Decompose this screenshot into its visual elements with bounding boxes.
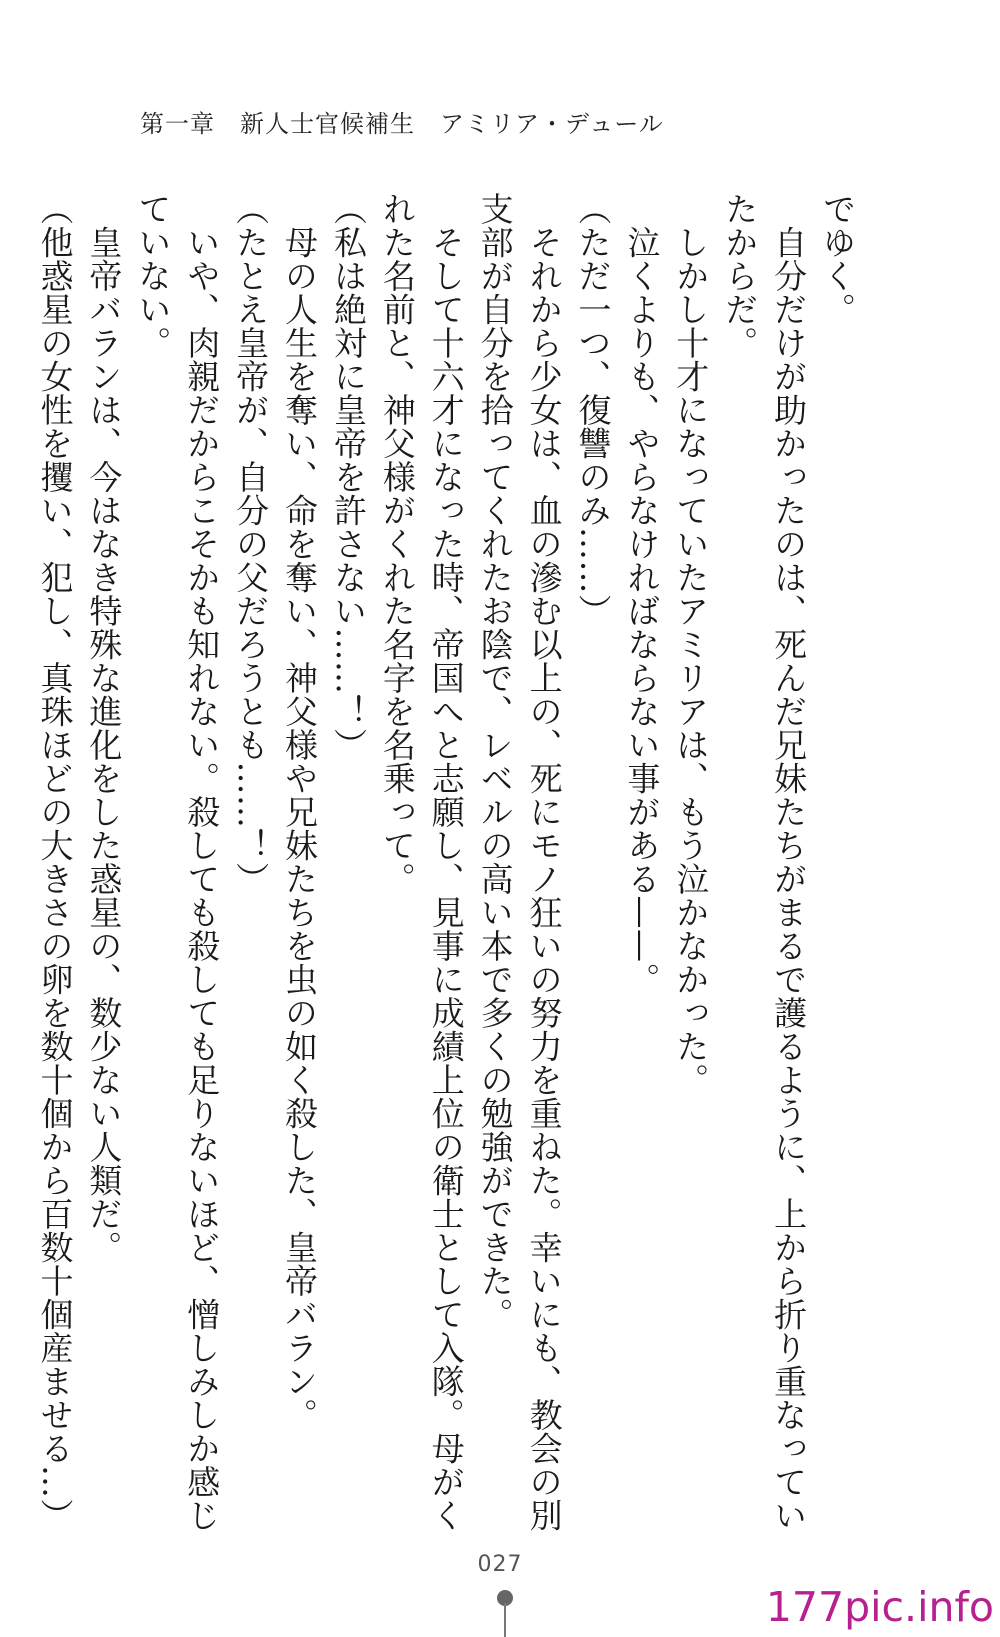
text-line: れた名前と、神父様がくれた名字を名乗って。 <box>377 192 417 896</box>
text-line: それから少女は、血の滲む以上の、死にモノ狂いの努力を重ねた。幸いにも、教会の別 <box>524 192 564 1532</box>
text-line: そして十六才になった時、帝国へと志願し、見事に成績上位の衛士として入隊。母がく <box>426 192 466 1532</box>
text-line: ていない。 <box>133 192 173 360</box>
running-header: 第一章 新人士官候補生 アミリア・デュール <box>140 110 664 138</box>
text-line: しかし十才になっていたアミリアは、もう泣かなかった。 <box>671 192 711 1097</box>
text-line: （ただ一つ、復讐のみ……） <box>573 192 613 628</box>
text-line: 自分だけが助かったのは、死んだ兄妹たちがまるで護るように、上から折り重なってい <box>769 192 809 1532</box>
page-marker-line <box>504 1603 506 1637</box>
body-text <box>30 192 861 1532</box>
text-line: でゆく。 <box>818 192 857 326</box>
text-line: 支部が自分を拾ってくれたお陰で、レベルの高い本で多くの勉強ができた。 <box>475 192 515 1331</box>
text-line: いや、肉親だからこそかも知れない。殺しても殺しても足りないほど、憎しみしか感じ <box>182 192 222 1532</box>
text-line: 皇帝バランは、今はなき特殊な進化をした惑星の、数少ない人類だ。 <box>84 192 124 1264</box>
text-line: たからだ。 <box>720 192 760 360</box>
text-line: （他惑星の女性を攫い、犯し、真珠ほどの大きさの卵を数十個から百数十個産ませる…） <box>35 192 75 1532</box>
text-line: 母の人生を奪い、命を奪い、神父様や兄妹たちを虫の如く殺した、皇帝バラン。 <box>280 192 320 1432</box>
text-line: （私は絶対に皇帝を許さない……！） <box>328 192 368 762</box>
watermark: 177pic.info <box>765 1583 994 1631</box>
page-number: 027 <box>477 1552 523 1577</box>
text-line: （たとえ皇帝が、自分の父だろうとも……！） <box>231 192 271 896</box>
text-line: 泣くよりも、やらなければならない事がある——。 <box>622 192 662 996</box>
